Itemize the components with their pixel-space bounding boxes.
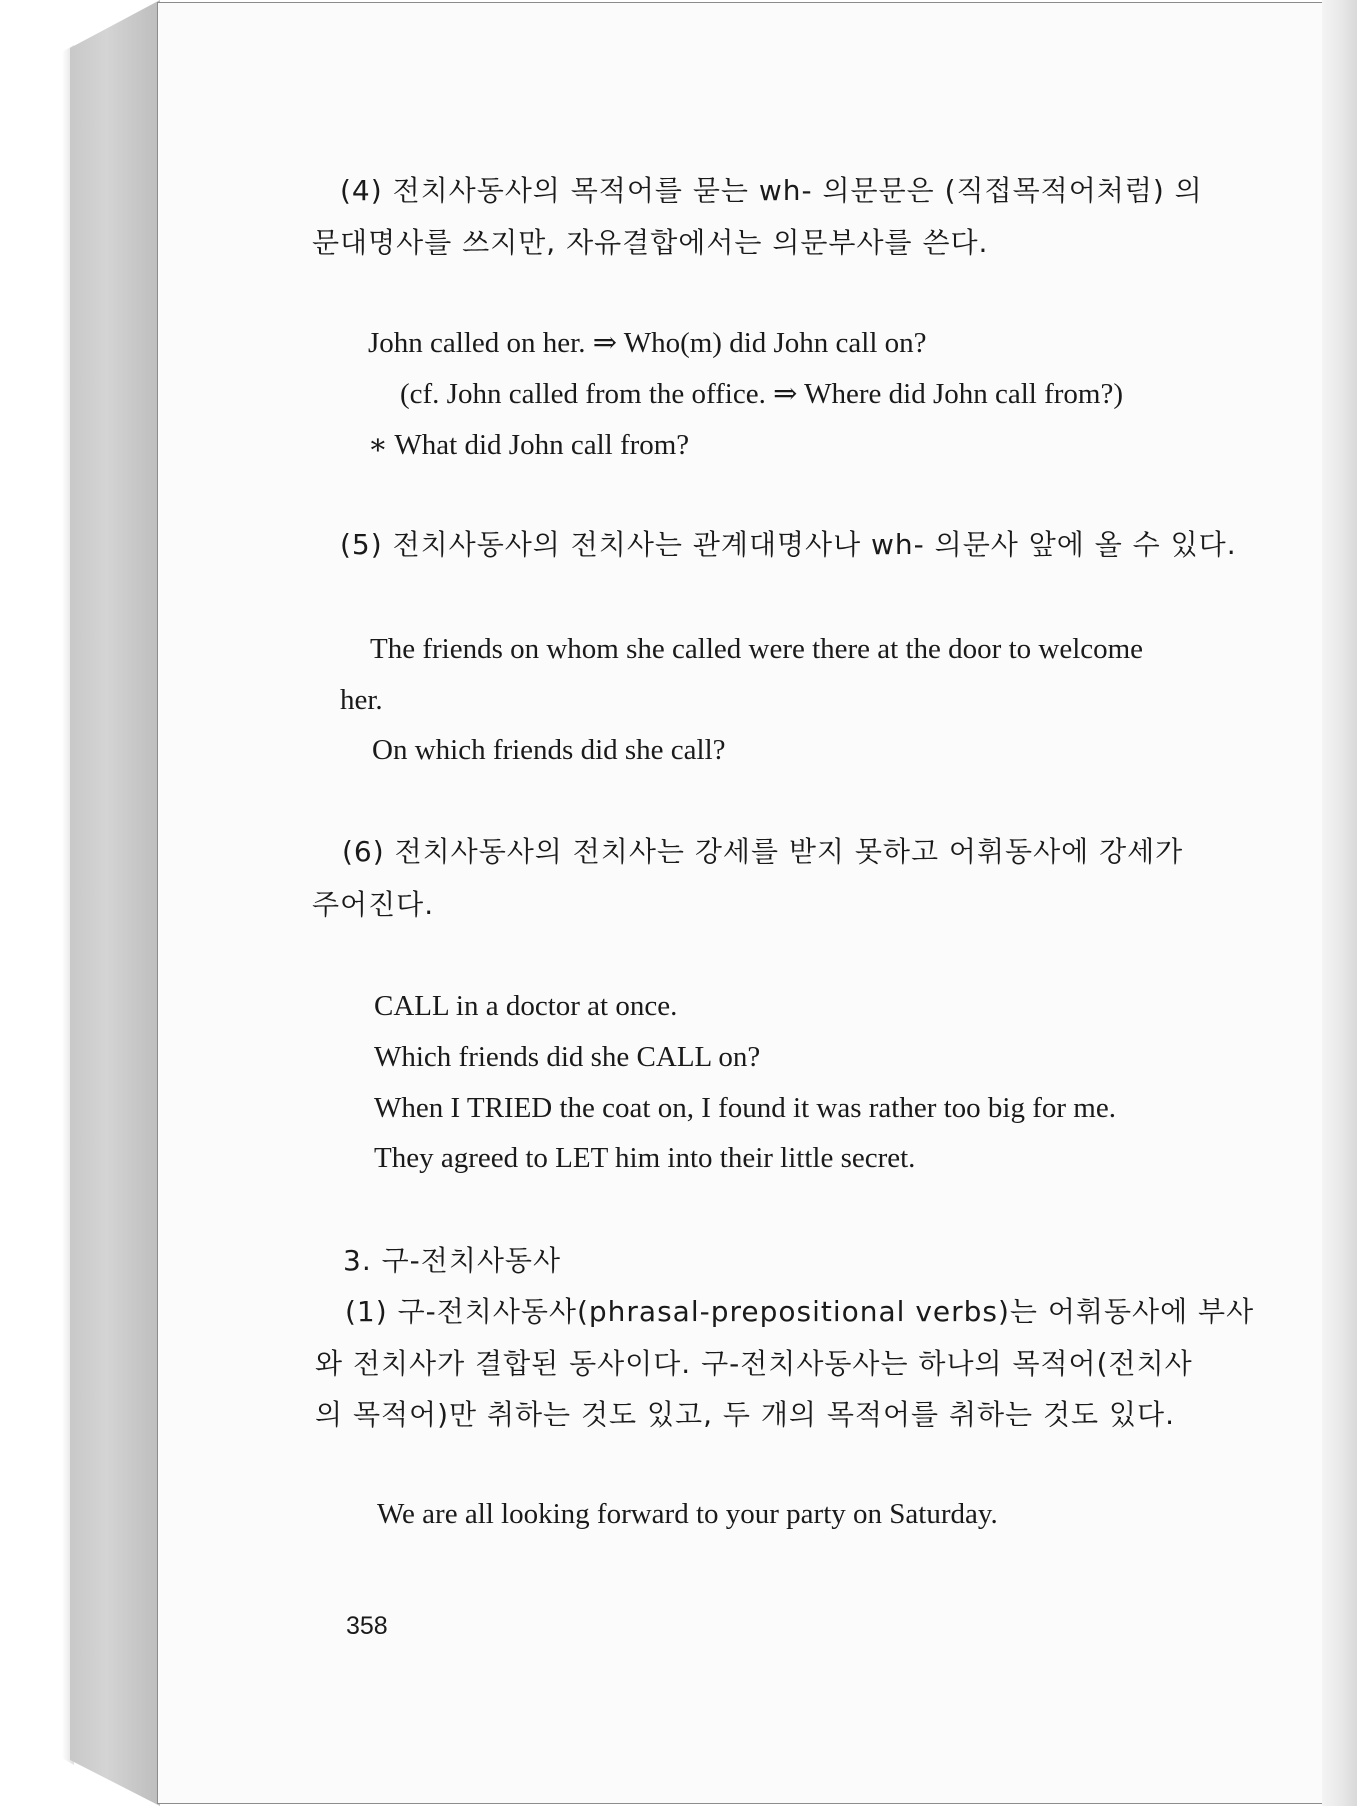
section6-line2: 주어진다. [312, 888, 435, 921]
section3-example1: We are all looking forward to your party on Saturday. [377, 1498, 998, 1530]
section4-example1: John called on her. ⇒ Who(m) did John call on? [368, 327, 927, 359]
section6-example1: CALL in a doctor at once. [374, 990, 678, 1022]
section6-example2: Which friends did she CALL on? [374, 1041, 761, 1073]
section3-line1: (1) 구-전치사동사(phrasal-prepositional verbs)는 어휘동사에 부사 [345, 1295, 1255, 1328]
section5-line1: (5) 전치사동사의 전치사는 관계대명사나 wh- 의문사 앞에 올 수 있다. [340, 528, 1237, 561]
section3-heading: 3. 구-전치사동사 [343, 1244, 562, 1277]
section4-line2: 문대명사를 쓰지만, 자유결합에서는 의문부사를 쓴다. [312, 226, 989, 259]
section3-line3: 의 목적어)만 취하는 것도 있고, 두 개의 목적어를 취하는 것도 있다. [315, 1398, 1175, 1431]
section3-line2: 와 전치사가 결합된 동사이다. 구-전치사동사는 하나의 목적어(전치사 [315, 1347, 1193, 1380]
section4-example2: (cf. John called from the office. ⇒ Where did John call from?) [400, 378, 1123, 410]
section5-example2: On which friends did she call? [372, 734, 726, 766]
book-spine [70, 0, 160, 1806]
section5-example1-cont: her. [340, 684, 383, 716]
page-number: 358 [346, 1612, 388, 1640]
section5-example1: The friends on whom she called were there at the door to welcome [370, 633, 1144, 665]
page-edge [1322, 0, 1357, 1806]
section4-example3: ∗ What did John call from? [368, 429, 690, 461]
section6-example4: They agreed to LET him into their little secret. [374, 1142, 916, 1174]
section6-line1: (6) 전치사동사의 전치사는 강세를 받지 못하고 어휘동사에 강세가 [342, 835, 1184, 868]
section6-example3: When I TRIED the coat on, I found it was rather too big for me. [374, 1092, 1116, 1124]
section4-line1: (4) 전치사동사의 목적어를 묻는 wh- 의문문은 (직접목적어처럼) 의 [340, 174, 1203, 207]
